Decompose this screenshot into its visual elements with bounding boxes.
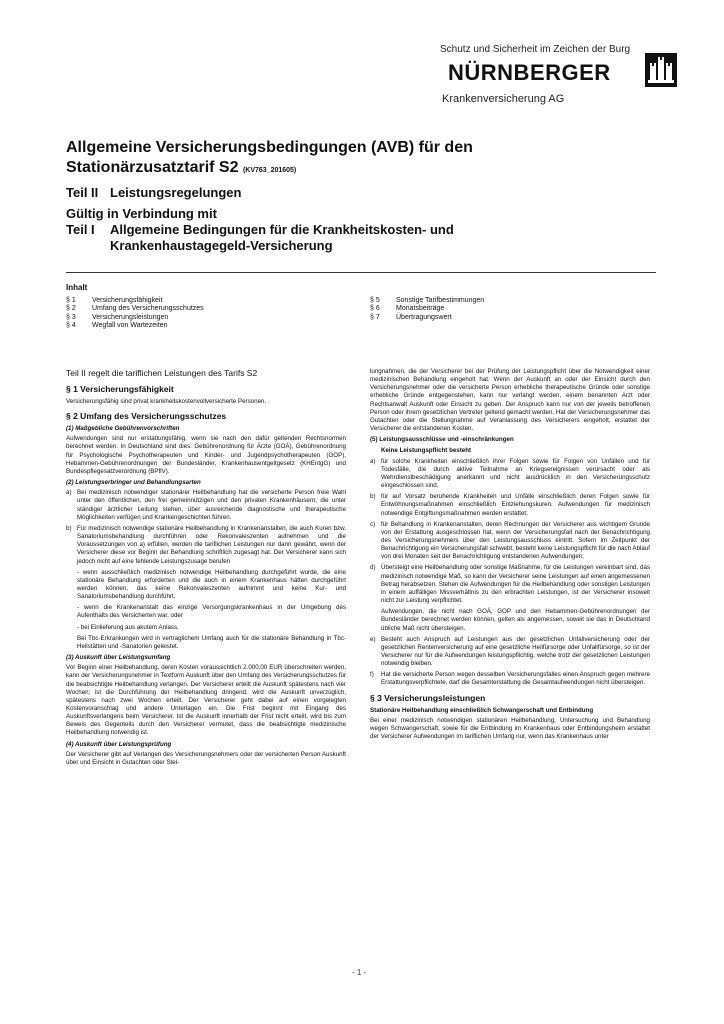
paragraph: Vor Beginn einer Heilbehandlung, deren Kosten voraussichtlich 2.000,00 EUR überschreiten werden, kann der Versicherungsnehmer in Textform Auskunft über den Umfang des Versicherungsschutzes für die beabsichtigte Heilbehandlung verlangen. Der Versicherer erteilt die Auskunft spätestens nach vier Wochen; ist die Durchführung der Heilbehandlung dringend, wird die Auskunft unverzüglich, spätestens nach zwei Wochen erteilt. Der Versicherer geht dabei auf einen vorgelegten Kostenvoranschlag und andere Unterlagen ein. Die Frist beginnt mit Eingang des Auskunftsverlangens beim Versicherer. Ist die Auskunft innerhalb der Frist nicht erteilt, wird bis zum Beweis des Gegenteils durch den Versicherer vermutet, dass die beabsichtigte medizinische Heilbehandlung notwendig ist. [66,664,346,737]
tariff-code: (KV763_201605) [242,167,297,174]
paragraph: - wenn ausschließlich medizinisch notwendige Heilbehandlung durchgeführt wurde, die eine stationäre Behandlung erforderten und die auch in einem Krankenhaus hätten durchgeführt werden können, das keine Rekonvaleszenten aufnimmt und keine Kur- und Sanatoriumsbehandlung durchführt, [77,568,346,601]
brand-subtitle: Krankenversicherung AG [442,93,565,105]
toc-item: § 6 Monatsbeiträge [370,305,445,313]
list-item: b) Für medizinisch notwendige stationäre Heilbehandlung in Krankenanstalten, die auch Kuren bzw. Sanatoriumsbehandlung durchführen oder Rekonvaleszenten aufnehmen und die Voraussetzungen von a) erfüllen, werden die tariflichen Leistungen nur dann gewährt, wenn der Versicherer diese vor Beginn der Behandlung schriftlich zugesagt hat. Der Versicherer kann sich jedoch nicht auf eine fehlende Leistungszusage berufen [66,524,346,565]
paragraph: Bei einer medizinisch notwendigen stationären Heilbehandlung, Untersuchung und Behandlung wegen Schwangerschaft, sowie für die Entbindung im Krankenhaus oder Entbindungsheim erstattet der Versicherer Aufwendungen im tariflichen Umfang nur, wenn das Krankenhaus unter [370,716,650,741]
divider [66,272,656,273]
paragraph: - wenn die Krankenanstalt das einzige Versorgungskrankenhaus in der Umgebung des Aufenthalts des Versicherten war, oder [77,604,346,620]
toc-right [370,297,484,322]
section-heading: § 3 Versicherungsleistungen [370,692,486,703]
list-item: f) Hat die versicherte Person wegen desselben Versicherungsfalles einen Anspruch gegen mehrere Erstattungsverpflichtete, darf die Gesamterstattung die Gesamtaufwendungen nicht übersteigen. [370,671,650,687]
list-item: e) Besteht auch Anspruch auf Leistungen aus der gesetzlichen Unfallversicherung oder der gesetzlichen Rentenversicherung auf eine gesetzliche Heilfürsorge oder Unfallfürsorge, so ist der Versicherer nur für die Aufwendungen leistungspflichtig, welche trotz der gesetzlichen Leistungen notwendig bleiben. [370,635,650,668]
tagline: Schutz und Sicherheit im Zeichen der Burg [440,44,631,55]
subsection-heading: (2) Leistungserbringer und Behandlungsarten [66,479,201,487]
teil1-heading [66,222,454,237]
section-heading: § 2 Umfang des Versicherungsschutzes [66,411,227,422]
document-title-line1: Allgemeine Versicherungsbedingungen (AVB) für den [66,139,473,156]
subsection-subheading: Keine Leistungspflicht besteht [381,447,472,455]
paragraph: Aufwendungen, die nicht nach GOÄ, GOP und den Hebammen-Gebührenordnungen der Bundesländer berechnet werden können, gelten als angemessen, soweit sie das in Deutschland übliche Maß nicht übersteigen. [381,608,650,632]
subsection-heading: Stationäre Heilbehandlung einschließlich Schwangerschaft und Entbindung [370,706,594,714]
subsection-heading: (1) Maßgebliche Gebührenvorschriften [66,425,180,433]
left-column [66,368,346,770]
toc-item: § 4 Wegfall von Wartezeiten [66,321,168,329]
subsection-heading: (5) Leistungsausschlüsse und -einschränkungen [370,436,514,444]
document-title-line2 [66,158,296,180]
subsection-heading: (3) Auskunft über Leistungsumfang [66,654,171,662]
teil2-heading [66,185,241,200]
teil1-label: Teil I [66,222,95,237]
toc-item: § 1 Versicherungsfähigkeit [66,297,163,304]
toc-item: § 2 Umfang des Versicherungsschutzes [66,305,204,313]
teil2-label: Teil II [66,185,99,200]
subsection-heading: (4) Auskunft über Leistungsprüfung [66,740,172,748]
teil1-line1: Allgemeine Bedingungen für die Krankheitskosten- und [110,222,454,237]
paragraph: Versicherungsfähig sind privat krankheitskostenvollversicherte Personen. [66,398,267,405]
teil2-text: Leistungsregelungen [110,185,242,200]
validity-heading: Gültig in Verbindung mit [66,206,217,221]
list-item: d) Übersteigt eine Heilbehandlung oder sonstige Maßnahme, für die Leistungen vereinbart sind, das medizinisch notwendige Maß, so kann der Versicherer seine Leistungen auf einen angemessenen Betrag herabsetzen. Stehen die Aufwendungen für die Heilbehandlung oder sonstigen Leistungen in einem auffälligen Missverhältnis zu den erbrachten Leistungen, ist der Versicherer insoweit nicht zur Leistung verpflichtet. [370,564,650,605]
teil1-line2: Krankenhaustagegeld-Versicherung [110,238,333,253]
tariff-name: Stationärzusatztarif S2 [66,159,239,176]
paragraph: Aufwendungen sind nur erstattungsfähig, wenn sie nach den dafür geltenden Rechtsnormen berechnet werden. In Deutschland sind dies: Gebührenordnung für Ärzte (GOÄ), Gebührenordnung für Psychologische Psychotherapeuten und Kinder- und Jugendpsychotherapeuten (GOP), Hebammen-Gebührenordnungen der Bundesländer, Krankenhausentgeltgesetz (KHEntgG) und Bundespflegesatzverordnung (BPflV). [66,435,346,475]
toc-item: § 5 Sonstige Tarifbestimmungen [370,297,485,304]
paragraph: Bei Tbc-Erkrankungen wird in vertraglichem Umfang auch für die stationäre Behandlung in Tbc-Heilstätten und -Sanatorien geleistet. [77,634,346,650]
right-column [370,368,650,744]
intro-text: Teil II regelt die tariflichen Leistungen des Tarifs S2 [66,368,258,378]
paragraph: - bei Einlieferung aus akutem Anlass. [77,623,179,631]
toc-label: Inhalt [66,283,88,292]
list-item: c) für Behandlung in Krankenanstalten, deren Rechnungen der Versicherer aus wichtigem Grunde von der Erstattung ausgeschlossen hat, wenn der Versicherungsfall nach der Benachrichtigung des Versicherungsnehmers über den Leistungsausschluss eintritt. Sofern im Zeitpunkt der Benachrichtigung ein Versicherungsfall schwebt, besteht keine Leistungspflicht für die nach Ablauf von drei Monaten seit der Benachrichtigung entstandenen Aufwendungen; [370,520,650,561]
brand-name: NÜRNBERGER [448,60,611,85]
toc-left [66,297,204,330]
paragraph: Der Versicherer gibt auf Verlangen des Versicherungsnehmers oder der versicherten Person Auskunft über und Einsicht in Gutachten oder Stel- [66,750,346,766]
section-heading: § 1 Versicherungsfähigkeit [66,384,174,394]
castle-icon [644,52,678,88]
list-item: a) für solche Krankheiten einschließlich ihrer Folgen sowie für Folgen von Unfällen und für Todesfälle, die durch aktive Teilnahme an Kriegsereignissen verursacht oder als Wehrdienstbeschädigung anerkannt und nicht ausdrücklich in den Versicherungsschutz eingeschlossen sind; [370,457,650,490]
paragraph: lungnahmen, die der Versicherer bei der Prüfung der Leistungspflicht über die Notwendigkeit einer medizinischen Behandlung eingeholt hat. Wenn der Auskunft an oder der Einsicht durch den Versicherungsnehmer oder die versicherte Person erhebliche therapeutische Gründe oder sonstige erhebliche Gründe entgegenstehen, kann nur verlangt werden, einem benannten Arzt oder Rechtsanwalt Auskunft oder Einsicht zu geben. Der Anspruch kann nur von der jeweils betroffenen Person oder ihrem gesetzlichen Vertreter geltend gemacht werden. Hat der Versicherungsnehmer das Gutachten oder die Stellungnahme auf Veranlassung des Versicherers eingeholt, erstattet der Versicherer die entstandenen Kosten. [370,368,650,433]
page-number: - 1 - [352,968,367,977]
toc-item: § 3 Versicherungsleistungen [66,313,169,321]
list-item: b) für auf Vorsatz beruhende Krankheiten und Unfälle einschließlich deren Folgen sowie für Entwöhnungsmaßnahmen einschließlich Entziehungskuren. Aufwendungen für medizinisch notwendige Entgiftungsmaßnahmen werden erstattet; [370,493,650,517]
toc-item: § 7 Übertragungswert [370,313,452,321]
list-item: a) Bei medizinisch notwendiger stationärer Heilbehandlung hat die versicherte Person freie Wahl unter den öffentlichen, den frei gemeinnützigen und den privaten Krankenhäusern, die unter ständiger ärztlicher Leitung stehen, über ausreichende diagnostische und therapeutische Möglichkeiten verfügen und Krankengeschichten führen. [66,489,346,521]
